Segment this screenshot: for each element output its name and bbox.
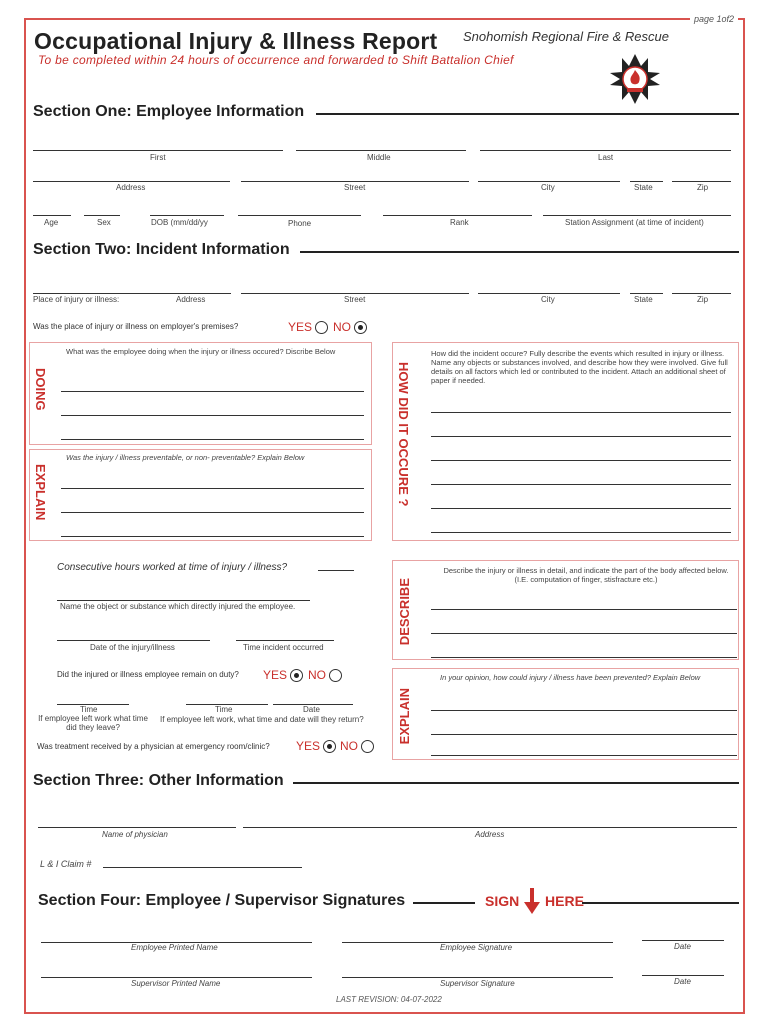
place-street-field[interactable] bbox=[241, 293, 469, 294]
explain-box bbox=[29, 449, 372, 541]
dob-label: DOB (mm/dd/yy bbox=[151, 218, 208, 227]
premises-yes-option[interactable] bbox=[288, 320, 328, 334]
describe-prompt: Describe the injury or illness in detail, and indicate the part of the body affected below. (I.E. computation of finger, stisfracture etc.) bbox=[443, 566, 729, 584]
describe-answer-line[interactable] bbox=[431, 633, 737, 634]
form-subtitle: To be completed within 24 hours of occurrence and forwarded to Shift Battalion Chief bbox=[38, 53, 514, 67]
no-label: NO bbox=[333, 320, 351, 334]
how-did-it-occur-tab: HOW DID IT OCCURE ? bbox=[396, 362, 411, 507]
last-name-field[interactable] bbox=[480, 150, 731, 151]
claim-label: L & I Claim # bbox=[40, 859, 92, 869]
fire-department-logo-icon bbox=[608, 52, 662, 106]
prevention-answer-line[interactable] bbox=[431, 710, 737, 711]
premises-no-radio[interactable] bbox=[354, 321, 367, 334]
explain-tab: EXPLAIN bbox=[397, 688, 412, 745]
page-number: page 1of2 bbox=[690, 14, 738, 24]
physician-address-label: Address bbox=[475, 830, 505, 839]
physician-field[interactable] bbox=[38, 827, 236, 828]
physician-address-field[interactable] bbox=[243, 827, 737, 828]
left-time-label: Time bbox=[80, 705, 98, 714]
employee-name-label: Employee Printed Name bbox=[131, 943, 218, 952]
employee-date-label: Date bbox=[674, 942, 691, 951]
how-prompt: How did the incident occure? Fully describe the events which resulted in injury or illness. Name any objects or substances involved, and describe how they were involved. Give full details on all factors which led or contributed to the incident. Attach an additional sheet of paper if needed. bbox=[431, 349, 728, 385]
how-answer-line[interactable] bbox=[431, 532, 731, 533]
place-city-field[interactable] bbox=[478, 293, 620, 294]
state-field[interactable] bbox=[630, 181, 663, 182]
premises-no-option[interactable] bbox=[333, 320, 367, 334]
sex-field[interactable] bbox=[84, 215, 120, 216]
section-two-heading: Section Two: Incident Information bbox=[33, 241, 290, 258]
address-label: Address bbox=[116, 183, 146, 192]
describe-answer-line[interactable] bbox=[431, 609, 737, 610]
section-one-heading: Section One: Employee Information bbox=[33, 103, 305, 120]
age-label: Age bbox=[44, 218, 59, 227]
place-city-label: City bbox=[541, 295, 555, 304]
section-three-heading: Section Three: Other Information bbox=[33, 772, 284, 789]
duty-no-option[interactable] bbox=[308, 668, 342, 682]
treatment-no-option[interactable] bbox=[340, 739, 374, 753]
return-caption: If employee left work, what time and date will they return? bbox=[160, 715, 364, 724]
doing-box bbox=[29, 342, 372, 445]
describe-tab: DESCRIBE bbox=[397, 578, 412, 646]
street-field[interactable] bbox=[241, 181, 469, 182]
return-date-label: Date bbox=[303, 705, 320, 714]
section-four-heading: Section Four: Employee / Supervisor Signatures bbox=[38, 892, 406, 909]
return-time-label: Time bbox=[215, 705, 233, 714]
duty-yes-option[interactable] bbox=[263, 668, 303, 682]
section-divider bbox=[293, 782, 739, 784]
here-label: HERE bbox=[545, 893, 584, 910]
city-label: City bbox=[541, 183, 555, 192]
yes-label: YES bbox=[263, 668, 288, 682]
premises-question: Was the place of injury or illness on employer's premises? bbox=[33, 322, 239, 331]
how-answer-line[interactable] bbox=[431, 412, 731, 413]
rank-field[interactable] bbox=[383, 215, 532, 216]
injury-date-label: Date of the injury/illness bbox=[90, 643, 175, 652]
supervisor-signature-field[interactable] bbox=[342, 977, 613, 978]
station-field[interactable] bbox=[543, 215, 731, 216]
how-answer-line[interactable] bbox=[431, 436, 731, 437]
duty-yes-radio[interactable] bbox=[290, 669, 303, 682]
hours-question: Consecutive hours worked at time of injury / illness? bbox=[57, 562, 288, 573]
street-label: Street bbox=[344, 183, 366, 192]
place-zip-label: Zip bbox=[697, 295, 709, 304]
phone-field[interactable] bbox=[238, 215, 361, 216]
supervisor-date-label: Date bbox=[674, 977, 691, 986]
supervisor-signature-label: Supervisor Signature bbox=[440, 979, 515, 988]
how-answer-line[interactable] bbox=[431, 484, 731, 485]
place-address-label: Address bbox=[176, 295, 206, 304]
object-field[interactable] bbox=[57, 600, 310, 601]
station-label: Station Assignment (at time of incident) bbox=[565, 218, 704, 227]
treatment-question: Was treatment received by a physician at emergency room/clinic? bbox=[37, 742, 270, 751]
zip-label: Zip bbox=[697, 183, 709, 192]
employee-date-field[interactable] bbox=[642, 940, 724, 941]
sign-here-callout bbox=[485, 888, 584, 917]
explain-answer-line[interactable] bbox=[61, 512, 364, 513]
phone-label: Phone bbox=[288, 219, 312, 228]
doing-tab: DOING bbox=[33, 368, 48, 411]
sign-label: SIGN bbox=[485, 893, 520, 910]
rank-label: Rank bbox=[450, 218, 469, 227]
doing-answer-line[interactable] bbox=[61, 415, 364, 416]
yes-label: YES bbox=[288, 320, 313, 334]
treatment-yes-option[interactable] bbox=[296, 739, 336, 753]
object-label: Name the object or substance which directly injured the employee. bbox=[60, 602, 296, 611]
dob-field[interactable] bbox=[150, 215, 224, 216]
prevention-prompt: In your opinion, how could injury / illness have been prevented? Explain Below bbox=[440, 673, 701, 682]
place-street-label: Street bbox=[344, 295, 366, 304]
doing-answer-line[interactable] bbox=[61, 439, 364, 440]
organization-name: Snohomish Regional Fire & Rescue bbox=[463, 29, 669, 44]
supervisor-date-field[interactable] bbox=[642, 975, 724, 976]
explain-tab: EXPLAIN bbox=[33, 464, 48, 521]
hours-field[interactable] bbox=[318, 570, 354, 571]
first-name-field[interactable] bbox=[33, 150, 283, 151]
physician-label: Name of physician bbox=[102, 830, 168, 839]
place-state-field[interactable] bbox=[630, 293, 663, 294]
state-label: State bbox=[634, 183, 653, 192]
zip-field[interactable] bbox=[672, 181, 731, 182]
explain-answer-line[interactable] bbox=[61, 536, 364, 537]
yes-label: YES bbox=[296, 739, 321, 753]
left-time-caption: If employee left work what time did they leave? bbox=[38, 714, 148, 732]
no-label: NO bbox=[340, 739, 358, 753]
doing-answer-line[interactable] bbox=[61, 391, 364, 392]
injury-date-field[interactable] bbox=[57, 640, 210, 641]
duty-no-radio[interactable] bbox=[329, 669, 342, 682]
sex-label: Sex bbox=[97, 218, 111, 227]
section-divider bbox=[316, 113, 739, 115]
first-label: First bbox=[150, 153, 166, 162]
no-label: NO bbox=[308, 668, 326, 682]
place-label: Place of injury or illness: bbox=[33, 295, 120, 304]
middle-label: Middle bbox=[367, 153, 391, 162]
treatment-yes-radio[interactable] bbox=[323, 740, 336, 753]
explain-answer-line[interactable] bbox=[61, 488, 364, 489]
place-state-label: State bbox=[634, 295, 653, 304]
prevention-answer-line[interactable] bbox=[431, 755, 737, 756]
prevention-answer-line[interactable] bbox=[431, 734, 737, 735]
claim-field[interactable] bbox=[103, 867, 302, 868]
section-divider bbox=[582, 902, 739, 904]
section-divider bbox=[300, 251, 739, 253]
describe-answer-line[interactable] bbox=[431, 657, 737, 658]
supervisor-name-field[interactable] bbox=[41, 977, 312, 978]
place-address-field[interactable] bbox=[33, 293, 231, 294]
middle-name-field[interactable] bbox=[296, 150, 466, 151]
duty-question: Did the injured or illness employee remain on duty? bbox=[57, 670, 239, 679]
how-answer-line[interactable] bbox=[431, 460, 731, 461]
address-field[interactable] bbox=[33, 181, 230, 182]
section-divider bbox=[413, 902, 475, 904]
down-arrow-icon bbox=[524, 888, 540, 917]
form-title: Occupational Injury & Illness Report bbox=[34, 28, 438, 54]
city-field[interactable] bbox=[478, 181, 620, 182]
incident-time-label: Time incident occurred bbox=[243, 643, 324, 652]
how-answer-line[interactable] bbox=[431, 508, 731, 509]
treatment-no-radio[interactable] bbox=[361, 740, 374, 753]
employee-signature-label: Employee Signature bbox=[440, 943, 513, 952]
doing-prompt: What was the employee doing when the injury or illness occured? Discribe Below bbox=[66, 347, 336, 356]
incident-time-field[interactable] bbox=[236, 640, 334, 641]
preventable-prompt: Was the injury / illness preventable, or non- preventable? Explain Below bbox=[66, 453, 305, 462]
place-zip-field[interactable] bbox=[672, 293, 731, 294]
last-revision: LAST REVISION: 04-07-2022 bbox=[330, 995, 448, 1004]
supervisor-name-label: Supervisor Printed Name bbox=[131, 979, 221, 988]
last-label: Last bbox=[598, 153, 614, 162]
premises-yes-radio[interactable] bbox=[315, 321, 328, 334]
age-field[interactable] bbox=[33, 215, 71, 216]
